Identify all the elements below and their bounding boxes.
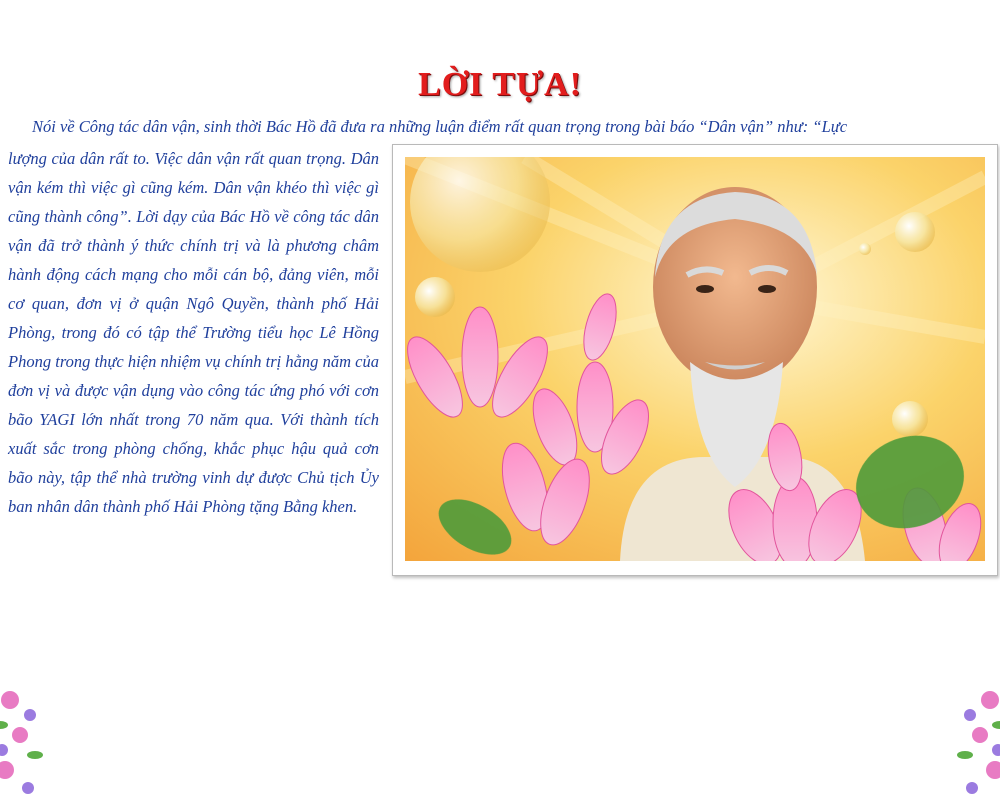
intro-first-line [8,117,998,137]
portrait-frame [392,144,998,576]
intro-first-line-text: Nói về Công tác dân vận, sinh thời Bác Hồ đã đưa ra những luận điểm rất quan trọng trong bài báo “Dân vận” như: “Lực [32,117,848,136]
flower-decoration-left [0,670,50,800]
page-title: LỜI TỰA! [418,66,582,103]
intro-paragraph: lượng của dân rất to. Việc dân vận rất quan trọng. Dân vận kém thì việc gì cũng kém. Dân vận khéo thì việc gì cũng thành công”. Lời dạy của Bác Hồ về công tác dân vận đã trở thành ý thức chính trị và là phương châm hành động cách mạng cho mỗi cán bộ, đảng viên, mỗi cơ quan, đơn vị ở quận Ngô Quyền, thành phố Hải Phòng, trong đó có tập thể Trường tiểu học Lê Hồng Phong trong thực hiện nhiệm vụ chính trị hằng năm của đơn vị và được vận dụng vào công tác ứng phó với cơn bão YAGI lớn nhất trong 70 năm qua. Với thành tích xuất sắc trong phòng chống, khắc phục hậu quả cơn bão này, tập thể nhà trường vinh dự được Chủ tịch Ủy ban nhân dân thành phố Hải Phòng tặng Bằng khen. [8,149,379,516]
flower-decoration-right [950,670,1000,800]
portrait-image [405,157,985,561]
